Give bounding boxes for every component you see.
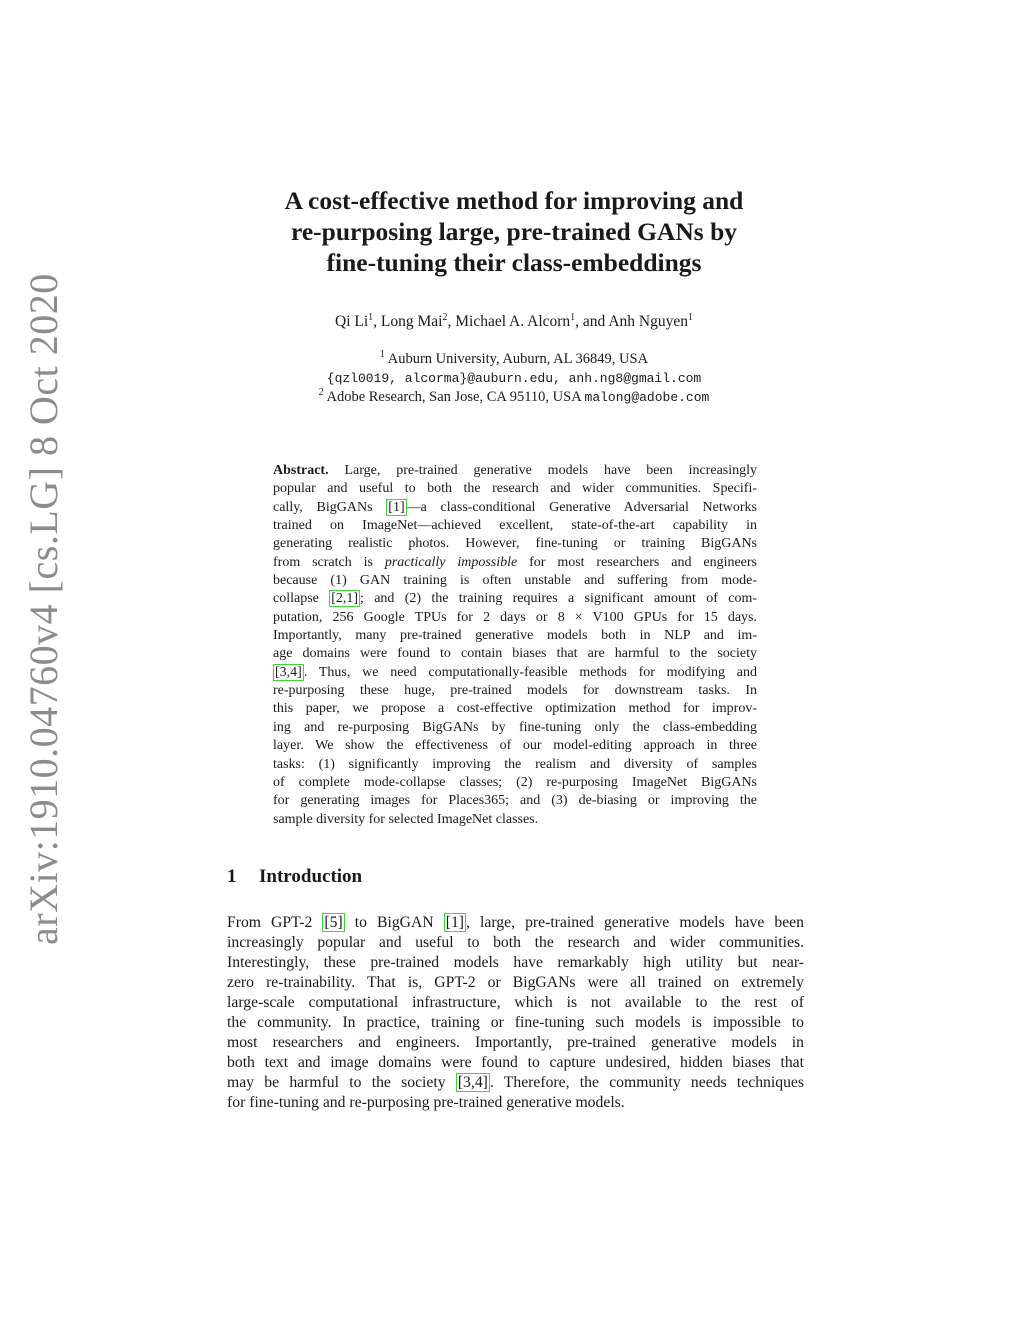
abstract-line: age domains were found to contain biases that are harmful to the society [273, 646, 757, 662]
abstract-line [273, 590, 757, 608]
title-line: A cost-effective method for improving and [284, 186, 744, 215]
abstract-line: sample diversity for selected ImageNet classes. [273, 811, 539, 827]
abstract-line: of complete mode-collapse classes; (2) re-purposing ImageNet BigGANs [273, 774, 757, 790]
affiliation-marker: 1 [379, 349, 385, 360]
arxiv-identifier: arXiv:1910.04760v4 [cs.LG] 8 Oct 2020 [21, 273, 66, 945]
author-email: malong@adobe.com [584, 390, 710, 405]
body-line: the community. In practice, training or fine-tuning such models is impossible to [227, 1014, 804, 1031]
body-line: increasingly popular and useful to both the research and wider communities. [227, 934, 804, 951]
affiliation-2 [212, 388, 816, 407]
body-line: both text and image domains were found to capture undesired, hidden biases that [227, 1054, 804, 1071]
author-name: Qi Li [335, 313, 369, 330]
abstract-text: —a class-conditional Generative Adversarial Networks [406, 499, 757, 515]
abstract-line [273, 554, 757, 572]
institution-name: Adobe Research, San Jose, CA 95110, USA [323, 389, 585, 405]
body-text: to BigGAN [344, 914, 444, 931]
affiliation-marker: 2 [318, 387, 324, 398]
body-text: . Therefore, the community needs techniques [489, 1074, 804, 1091]
abstract-label: Abstract. [273, 463, 329, 478]
affiliation-marker: 2 [442, 312, 448, 323]
abstract-line: Importantly, many pre-trained generative models both in NLP and im- [273, 628, 757, 644]
title-line: fine-tuning their class-embeddings [326, 248, 702, 277]
citation-link[interactable]: [1] [388, 499, 405, 515]
abstract-text: . Thus, we need computationally-feasible methods for modifying and [303, 664, 757, 680]
body-line: large-scale computational infrastructure, which is not available to the rest of [227, 994, 804, 1011]
abstract-line: trained on ImageNet—achieved excellent, state-of-the-art capability in [273, 518, 757, 534]
affiliation-marker: 1 [687, 312, 693, 323]
abstract-line: putation, 256 Google TPUs for 2 days or 8 × V100 GPUs for 15 days. [273, 609, 757, 625]
affiliation-1 [212, 350, 816, 369]
affiliations [212, 350, 816, 407]
affiliation-marker: 1 [570, 312, 576, 323]
abstract-text: cally, BigGANs [273, 499, 387, 515]
author-name: , Long Mai [373, 313, 443, 330]
abstract-text: collapse [273, 591, 330, 607]
abstract-line: popular and useful to both the research and wider communities. Specifi- [273, 481, 757, 497]
author-name: , Michael A. Alcorn [447, 313, 571, 330]
author-name: , and Anh Nguyen [575, 313, 688, 330]
author-list [212, 313, 816, 331]
abstract-line [273, 499, 757, 517]
abstract [273, 462, 757, 829]
citation-link[interactable]: [5] [324, 914, 343, 931]
emphasis-text: practically impossible [384, 554, 518, 570]
abstract-line [273, 664, 757, 682]
citation-link[interactable]: [3,4] [275, 664, 302, 680]
institution-name: Auburn University, Auburn, AL 36849, USA [384, 351, 649, 367]
abstract-line: because (1) GAN training is often unstable and suffering from mode- [273, 573, 757, 589]
abstract-text: Large, pre-trained generative models have been increasingly [344, 463, 758, 478]
section-heading [227, 866, 362, 888]
author-emails: {qzl0019, alcorma}@auburn.edu, anh.ng8@gmail.com [326, 371, 702, 386]
section-title: Introduction [259, 866, 363, 887]
body-text: From GPT-2 [227, 914, 323, 931]
abstract-line: this paper, we propose a cost-effective optimization method for improv- [273, 701, 757, 717]
body-line: for fine-tuning and re-purposing pre-trained generative models. [227, 1094, 625, 1111]
body-text: may be harmful to the society [227, 1074, 456, 1091]
introduction-paragraph [227, 913, 804, 1113]
body-text: , large, pre-trained generative models have been [466, 914, 804, 931]
body-line [227, 1073, 804, 1093]
body-line: zero re-trainability. That is, GPT-2 or BigGANs were all trained on extremely [227, 974, 804, 991]
abstract-line: tasks: (1) significantly improving the realism and diversity of samples [273, 756, 757, 772]
abstract-line: generating realistic photos. However, fine-tuning or training BigGANs [273, 536, 757, 552]
paper-title [212, 185, 816, 278]
abstract-line: layer. We show the effectiveness of our model-editing approach in three [273, 738, 757, 754]
affiliation-marker: 1 [368, 312, 374, 323]
abstract-text: ; and (2) the training requires a significant amount of com- [360, 591, 757, 607]
citation-link[interactable]: [3,4] [457, 1074, 488, 1091]
body-line: Interestingly, these pre-trained models have remarkably high utility but near- [227, 954, 804, 971]
abstract-line: for generating images for Places365; and (3) de-biasing or improving the [273, 793, 757, 809]
citation-link[interactable]: [2,1] [331, 591, 359, 607]
citation-link[interactable]: [1] [445, 914, 465, 931]
body-line [227, 913, 804, 933]
title-line: re-purposing large, pre-trained GANs by [290, 217, 737, 246]
section-number: 1 [227, 866, 237, 887]
abstract-text: for most researchers and engineers [517, 554, 757, 570]
abstract-line: ing and re-purposing BigGANs by fine-tuning only the class-embedding [273, 719, 757, 735]
abstract-text: from scratch is [273, 554, 385, 570]
abstract-line: re-purposing these huge, pre-trained models for downstream tasks. In [273, 683, 757, 699]
body-line: most researchers and engineers. Importantly, pre-trained generative models in [227, 1034, 804, 1051]
abstract-line [273, 462, 757, 480]
